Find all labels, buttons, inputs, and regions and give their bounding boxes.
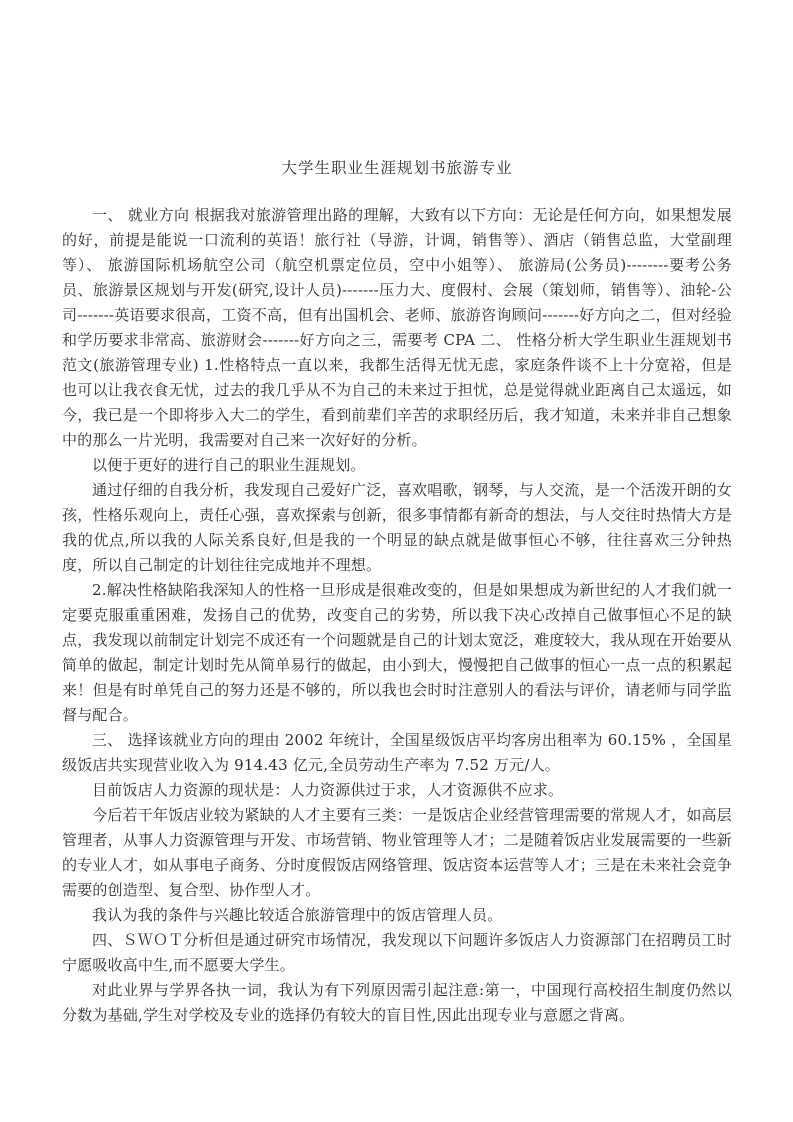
paragraph-swot-analysis: 四、ＳＷＯＴ分析但是通过研究市场情况，我发现以下问题许多饭店人力资源部门在招聘员工时宁愿吸收高中生,而不愿要大学生。	[62, 931, 732, 974]
paragraph-talent-types: 今后若干年饭店业较为紧缺的人才主要有三类：一是饭店企业经营管理需要的常规人才，如高层管理者，从事人力资源管理与开发、市场营销、物业管理等人才；二是随着饭店业发展需要的一些新的专业人才，如从事电子商务、分时度假饭店网络管理、饭店资本运营等人才；三是在未来社会竞争需要的创造型、复合型、协作型人才。	[62, 806, 732, 899]
paragraph-industry-opinions: 对此业界与学界各执一词，我认为有下列原因需引起注意:第一，中国现行高校招生制度仍然以分数为基础,学生对学校及专业的选择仍有较大的盲目性,因此出现专业与意愿之背离。	[62, 981, 732, 1024]
paragraph-fix-personality-flaws: 2.解决性格缺陷我深知人的性格一旦形成是很难改变的，但是如果想成为新世纪的人才我们就一定要克服重重困难，发扬自己的优势，改变自己的劣势，所以我下决心改掉自己做事恒心不足的缺点，我发现以前制定计划完不成还有一个问题就是自己的计划太宽泛，难度较大，我从现在开始要从简单的做起，制定计划时先从简单易行的做起，由小到大，慢慢把自己做事的恒心一点一点的积累起来！但是有时单凭自己的努力还是不够的，所以我也会时时注意别人的看法与评价，请老师与同学监督与配合。	[62, 581, 732, 724]
document-title: 大学生职业生涯规划书旅游专业	[281, 159, 513, 177]
paragraph-career-planning-intro: 以便于更好的进行自己的职业生涯规划。	[92, 456, 366, 474]
paragraph-reason-statistics: 三、 选择该就业方向的理由 2002 年统计，全国星级饭店平均客房出租率为 60.15% ，全国星级饭店共实现营业收入为 914.43 亿元,全员劳动生产率为 7.52 万元/人。	[62, 731, 732, 774]
paragraph-self-analysis: 通过仔细的自我分析，我发现自己爱好广泛，喜欢唱歌，钢琴，与人交流，是一个活泼开朗的女孩，性格乐观向上，责任心强，喜欢探索与创新，很多事情都有新奇的想法，与人交往时热情大方是我的优点,所以我的人际关系良好,但是我的一个明显的缺点就是做事恒心不够，往往喜欢三分钟热度，所以自己制定的计划往往完成地并不理想。	[62, 481, 732, 574]
paragraph-self-fit: 我认为我的条件与兴趣比较适合旅游管理中的饭店管理人员。	[92, 906, 503, 924]
paragraph-hr-status: 目前饭店人力资源的现状是：人力资源供过于求，人才资源供不应求。	[92, 781, 564, 799]
document-content	[62, 156, 732, 1028]
paragraph-employment-direction: 一、 就业方向 根据我对旅游管理出路的理解，大致有以下方向：无论是任何方向，如果想发展的好，前提是能说一口流利的英语！旅行社（导游，计调，销售等）、酒店（销售总监，大堂副理等）、 旅游国际机场航空公司（航空机票定位员，空中小姐等）、 旅游局(公务员)--------要考公务员、旅游景区规划与开发(研究,设计人员)-------压力大、度假村、会展（策划师，销售等）、油轮-公司-------英语要求很高，工资不高，但有出国机会、老师、旅游咨询顾问-------好方向之二，但对经验和学历要求非常高、旅游财会-------好方向之三，需要考 CPA 二、 性格分析大学生职业生涯规划书范文(旅游管理专业) 1.性格特点一直以来，我都生活得无忧无虑，家庭条件谈不上十分宽裕，但是也可以让我衣食无忧，过去的我几乎从不为自己的未来过于担忧，总是觉得就业距离自己太遥远，如今，我已是一个即将步入大二的学生，看到前辈们辛苦的求职经历后，我才知道，未来并非自己想象中的那么一片光明，我需要对自己来一次好好的分析。	[62, 206, 732, 449]
